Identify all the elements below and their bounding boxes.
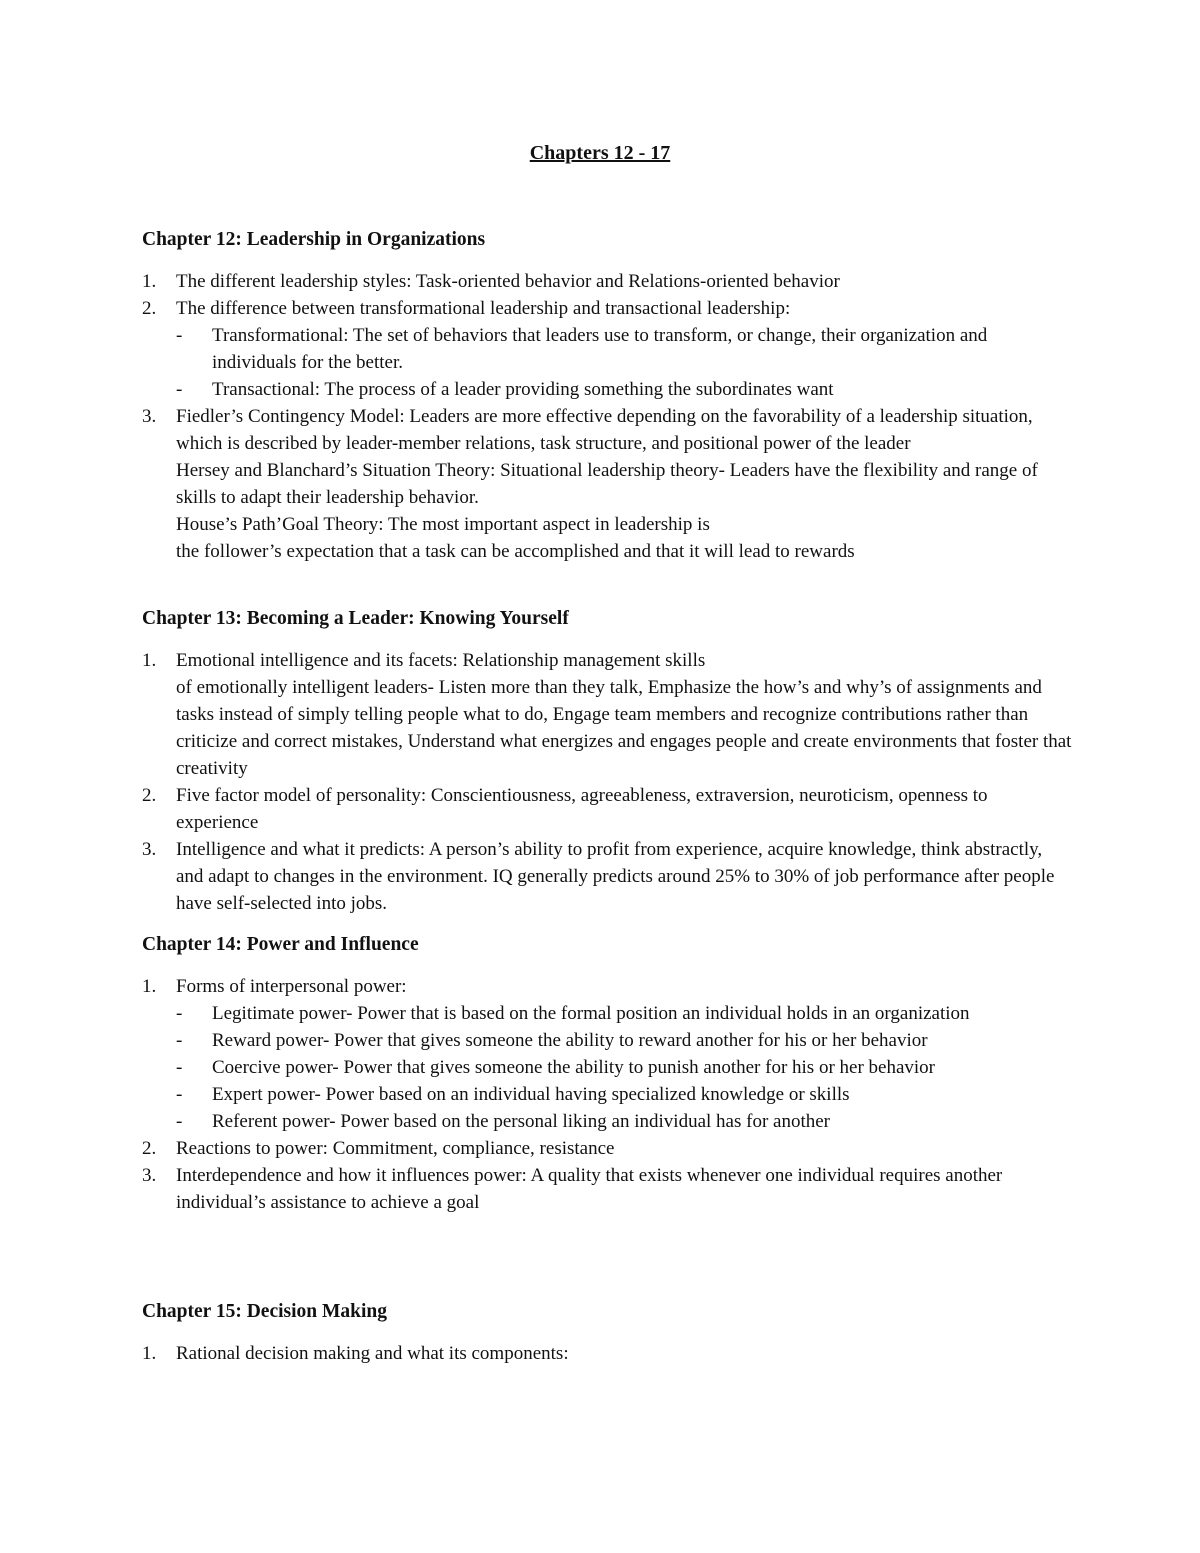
list-item-text: Intelligence and what it predicts: A person’s ability to profit from experience, acquire knowledge, think abstractly, and adapt to changes in the environment. IQ generally predicts around 25% to 30% of job performance after people have self-selected into jobs. (176, 839, 1055, 914)
sub-list-item-text: Legitimate power- Power that is based on the formal position an individual holds in an organization (212, 1003, 970, 1024)
sub-list-item (142, 1027, 1072, 1054)
dash-bullet: - (176, 379, 183, 400)
list-item-text: Rational decision making and what its components: (176, 1343, 569, 1364)
chapter-12-heading: Chapter 12: Leadership in Organizations (142, 229, 486, 250)
dash-bullet: - (176, 1003, 183, 1024)
chapter-15-heading: Chapter 15: Decision Making (142, 1301, 388, 1322)
list-number: 2. (142, 1138, 157, 1159)
list-number: 2. (142, 785, 157, 806)
list-item-text: The difference between transformational leadership and transactional leadership: (176, 298, 791, 319)
continuation-text: of emotionally intelligent leaders- Listen more than they talk, Emphasize the how’s and why’s of assignments and tasks instead of simply telling people what to do, Engage team members and recognize contributions rather than criticize and correct mistakes, Understand what energizes and engages people and create environments that foster that creativity (176, 677, 1072, 779)
list-item (142, 1340, 1072, 1367)
sub-list-item-text: Transformational: The set of behaviors that leaders use to transform, or change, their organization and individuals for the better. (212, 325, 988, 373)
chapter-15-section (142, 1298, 1072, 1367)
list-item (142, 647, 1072, 674)
list-item-text: Forms of interpersonal power: (176, 976, 407, 997)
list-number: 2. (142, 298, 157, 319)
chapter-13-section (142, 605, 1072, 917)
chapter-14-heading: Chapter 14: Power and Influence (142, 934, 419, 955)
dash-bullet: - (176, 1084, 183, 1105)
list-item (142, 782, 1072, 836)
sub-list-item (142, 1000, 1072, 1027)
sub-list-item-text: Referent power- Power based on the personal liking an individual has for another (212, 1111, 830, 1132)
list-number: 1. (142, 650, 157, 671)
sub-list-item (142, 1081, 1072, 1108)
continuation-text: House’s Path’Goal Theory: The most important aspect in leadership is (176, 514, 710, 535)
list-number: 1. (142, 1343, 157, 1364)
list-item-text: Reactions to power: Commitment, compliance, resistance (176, 1138, 615, 1159)
dash-bullet: - (176, 1111, 183, 1132)
list-item (142, 836, 1072, 917)
dash-bullet: - (176, 325, 183, 346)
dash-bullet: - (176, 1030, 183, 1051)
sub-list-item (142, 1108, 1072, 1135)
list-item-text: Emotional intelligence and its facets: Relationship management skills (176, 650, 706, 671)
list-item (142, 973, 1072, 1000)
chapter-13-heading: Chapter 13: Becoming a Leader: Knowing Yourself (142, 608, 569, 629)
list-item-text: The different leadership styles: Task-oriented behavior and Relations-oriented behavior (176, 271, 840, 292)
dash-bullet: - (176, 1057, 183, 1078)
continuation-text: Hersey and Blanchard’s Situation Theory: Situational leadership theory- Leaders have the flexibility and range of skills to adapt their leadership behavior. (176, 460, 1038, 508)
sub-list-item-text: Transactional: The process of a leader providing something the subordinates want (212, 379, 834, 400)
page-title: Chapters 12 - 17 (529, 142, 671, 164)
list-item (142, 268, 1072, 295)
list-item-text: Interdependence and how it influences power: A quality that exists whenever one individual requires another individual’s assistance to achieve a goal (176, 1165, 1003, 1213)
list-item (142, 295, 1072, 322)
continuation-text: the follower’s expectation that a task can be accomplished and that it will lead to rewards (176, 541, 855, 562)
list-number: 3. (142, 839, 157, 860)
list-item-text: Five factor model of personality: Conscientiousness, agreeableness, extraversion, neuroticism, openness to experience (176, 785, 988, 833)
sub-list-item-text: Expert power- Power based on an individual having specialized knowledge or skills (212, 1084, 850, 1105)
list-number: 3. (142, 1165, 157, 1186)
list-item (142, 1162, 1072, 1216)
sub-list-item (142, 1054, 1072, 1081)
chapter-12-section (142, 226, 1072, 565)
list-item (142, 1135, 1072, 1162)
list-number: 1. (142, 271, 157, 292)
sub-list-item (142, 376, 1072, 403)
sub-list-item (142, 322, 1072, 376)
list-item-text: Fiedler’s Contingency Model: Leaders are more effective depending on the favorability of a leadership situation, which is described by leader-member relations, task structure, and positional power of the leader (176, 406, 1033, 454)
list-item (142, 403, 1072, 457)
sub-list-item-text: Reward power- Power that gives someone the ability to reward another for his or her behavior (212, 1030, 928, 1051)
list-number: 1. (142, 976, 157, 997)
sub-list-item-text: Coercive power- Power that gives someone the ability to punish another for his or her behavior (212, 1057, 936, 1078)
list-number: 3. (142, 406, 157, 427)
chapter-14-section (142, 931, 1072, 1216)
